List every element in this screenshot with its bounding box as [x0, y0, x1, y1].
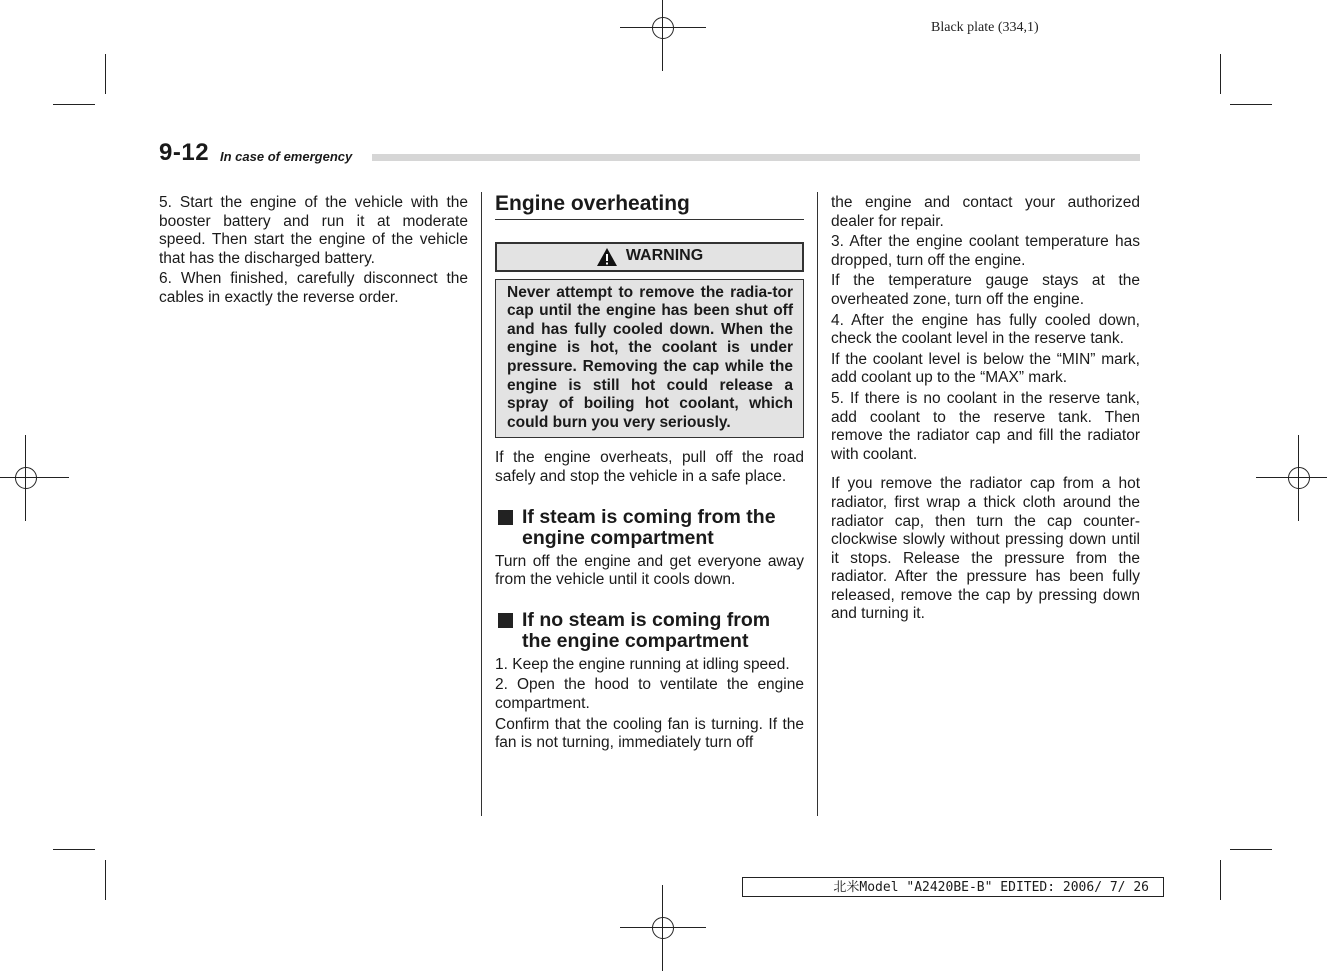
- header-rule: [372, 154, 1140, 161]
- section-heading: Engine overheating: [495, 194, 804, 220]
- left-column: [159, 194, 468, 310]
- square-bullet-icon: [498, 510, 513, 525]
- step-2: 2. Open the hood to ventilate the engine compartment.: [495, 676, 804, 712]
- level-note: If the coolant level is below the “MIN” mark, add coolant up to the “MAX” mark.: [831, 350, 1140, 387]
- warning-header: [495, 242, 804, 272]
- column-divider: [481, 192, 482, 816]
- step-4: 4. After the engine has fully cooled down, check the coolant level in the reserve tank.: [831, 311, 1140, 348]
- registration-mark-bottom: [620, 885, 706, 971]
- column-divider: [817, 192, 818, 816]
- step-1: 1. Keep the engine running at idling speed.: [495, 655, 790, 673]
- no-steam-subheading: If no steam is coming from the engine compartment: [495, 610, 804, 652]
- registration-mark-right: [1256, 435, 1327, 521]
- page-number: 9-12: [159, 139, 210, 166]
- step-5-paragraph: 5. Start the engine of the vehicle with the booster battery and run it at moderate speed. Then start the engine of the vehicle that has the discharged battery.: [159, 194, 468, 267]
- gauge-note: If the temperature gauge stays at the overheated zone, turn off the engine.: [831, 272, 1140, 308]
- warning-triangle-icon: [596, 247, 618, 267]
- steam-text: Turn off the engine and get everyone away from the vehicle until it cools down.: [495, 552, 804, 589]
- continued-text: the engine and contact your authorized dealer for repair.: [831, 194, 1140, 230]
- registration-mark-left: [0, 435, 69, 521]
- section-title: In case of emergency: [220, 149, 353, 164]
- middle-column: [495, 194, 804, 755]
- step-3: 3. After the engine coolant temperature has dropped, turn off the engine.: [831, 233, 1140, 269]
- overheat-intro: If the engine overheats, pull off the road safely and stop the vehicle in a safe place.: [495, 449, 804, 485]
- square-bullet-icon: [498, 613, 513, 628]
- warning-text: Never attempt to remove the radia-tor cap until the engine has been shut off and has fully cooled down. When the engine is hot, the coolant is under pressure. Removing the cap while the engine is still hot could release a spray of boiling hot coolant, which could burn you very seriously.: [495, 279, 804, 439]
- steam-subheading: If steam is coming from the engine compartment: [495, 507, 804, 549]
- registration-mark-top: [620, 0, 706, 71]
- step-6-paragraph: 6. When finished, carefully disconnect the cables in exactly the reverse order.: [159, 270, 468, 306]
- edit-info-footer: 北米Model "A2420BE-B" EDITED: 2006/ 7/ 26: [742, 877, 1164, 897]
- warning-label: WARNING: [625, 247, 704, 265]
- confirm-fan-text: Confirm that the cooling fan is turning. If the fan is not turning, immediately turn off: [495, 715, 804, 752]
- step-5: 5. If there is no coolant in the reserve tank, add coolant to the reserve tank. Then remove the radiator cap and fill the radiator with coolant.: [831, 389, 1140, 463]
- right-column: [831, 194, 1140, 626]
- radiator-cap-note: If you remove the radiator cap from a hot radiator, first wrap a thick cloth around the radiator cap, then turn the cap counter-clockwise slowly without pressing down until it stops. Release the pressure from the radiator. After the pressure has been fully released, remove the cap by pressing down and turning it.: [831, 475, 1140, 623]
- plate-label: Black plate (334,1): [931, 20, 1039, 35]
